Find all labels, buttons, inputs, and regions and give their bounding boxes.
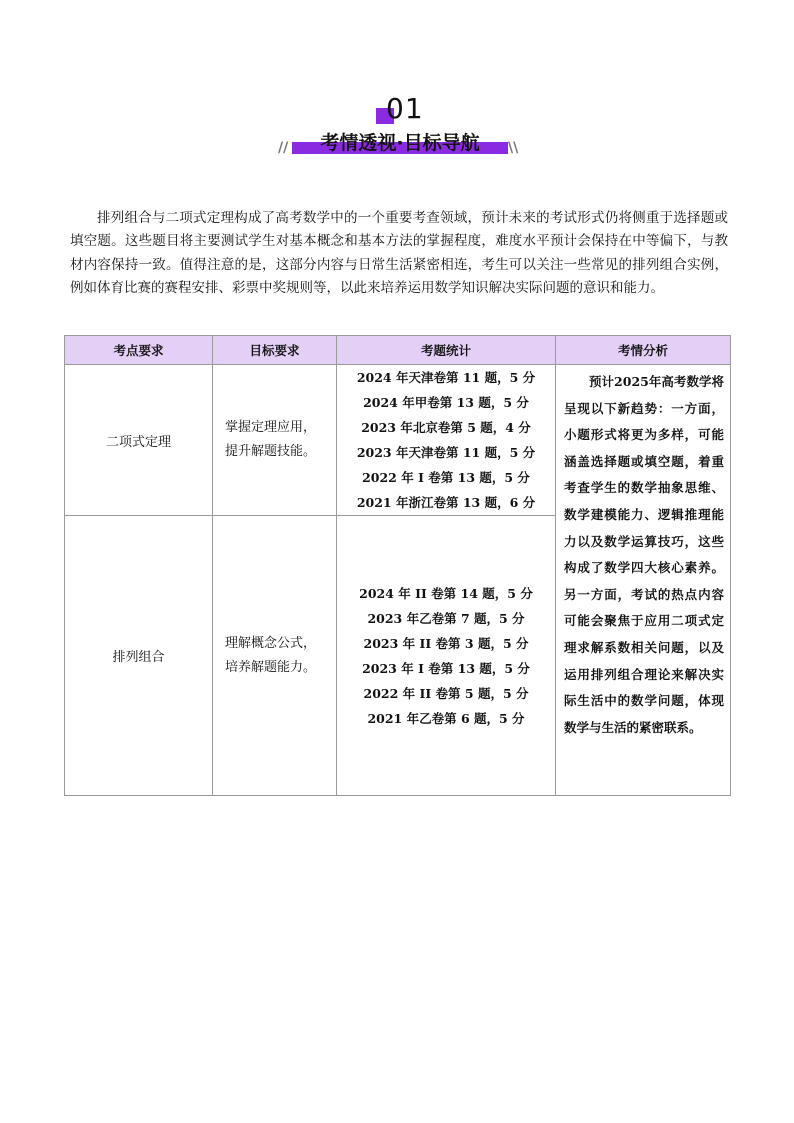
analysis-cell	[556, 365, 731, 796]
stats-cell	[337, 365, 556, 516]
goal-cell: 理解概念公式，培养解题能力。	[213, 516, 337, 796]
stat-line: 2022 年 I 卷第 13 题，5 分	[362, 470, 530, 485]
stat-line: 2023 年 II 卷第 3 题，5 分	[363, 635, 529, 651]
stat-line: 2024 年 II 卷第 14 题，5 分	[359, 585, 533, 601]
stat-line: 2022 年 II 卷第 5 题，5 分	[363, 685, 529, 701]
stats-cell	[337, 516, 556, 796]
stat-line: 2024 年甲卷第 13 题，5 分	[363, 395, 529, 410]
header-analysis: 考情分析	[556, 336, 731, 365]
stat-line: 2023 年 I 卷第 13 题，5 分	[362, 660, 530, 676]
left-slash-decoration: //	[278, 140, 289, 156]
goal-cell: 掌握定理应用，提升解题技能。	[213, 365, 337, 516]
table-header-row	[65, 336, 731, 365]
point-cell: 二项式定理	[65, 365, 213, 516]
stat-line: 2023 年乙卷第 7 题，5 分	[367, 610, 525, 626]
section-title: 考情透视·目标导航	[320, 132, 480, 154]
section-title-block	[282, 128, 518, 158]
stat-line: 2023 年天津卷第 11 题，5 分	[356, 445, 536, 460]
analysis-text: 预计2025年高考数学将呈现以下新趋势：一方面，小题形式将更为多样，可能涵盖选择题或填空题，着重考查学生的数学抽象思维、数学建模能力、逻辑推理能力以及数学运算技巧，这些构成了数学四大核心素养。另一方面，考试的热点内容可能会聚焦于应用二项式定理求解系数相关问题，以及运用排列组合理论来解决实际生活中的数学问题，体现数学与生活的紧密联系。	[564, 374, 724, 735]
header-point: 考点要求	[65, 336, 213, 365]
section-header	[0, 92, 794, 162]
point-cell: 排列组合	[65, 516, 213, 796]
intro-paragraph: 排列组合与二项式定理构成了高考数学中的一个重要考查领域，预计未来的考试形式仍将侧重于选择题或填空题。这些题目将主要测试学生对基本概念和基本方法的掌握程度，难度水平预计会保持在中等偏下，与教材内容保持一致。值得注意的是，这部分内容与日常生活紧密相连，考生可以关注一些常见的排列组合实例，例如体育比赛的赛程安排、彩票中奖规则等，以此来培养运用数学知识解决实际问题的意识和能力。	[70, 209, 728, 296]
stat-line: 2024 年天津卷第 11 题，5 分	[356, 370, 536, 385]
exam-analysis-table	[64, 335, 731, 796]
table-row	[65, 365, 731, 516]
section-number: 01	[386, 92, 424, 125]
right-slash-decoration: \\	[508, 140, 519, 156]
header-stats: 考题统计	[337, 336, 556, 365]
stat-line: 2023 年北京卷第 5 题，4 分	[361, 420, 531, 435]
stat-line: 2021 年乙卷第 6 题，5 分	[367, 710, 525, 726]
section-number-badge	[376, 94, 426, 128]
header-goal: 目标要求	[213, 336, 337, 365]
stat-line: 2021 年浙江卷第 13 题，6 分	[356, 495, 536, 510]
